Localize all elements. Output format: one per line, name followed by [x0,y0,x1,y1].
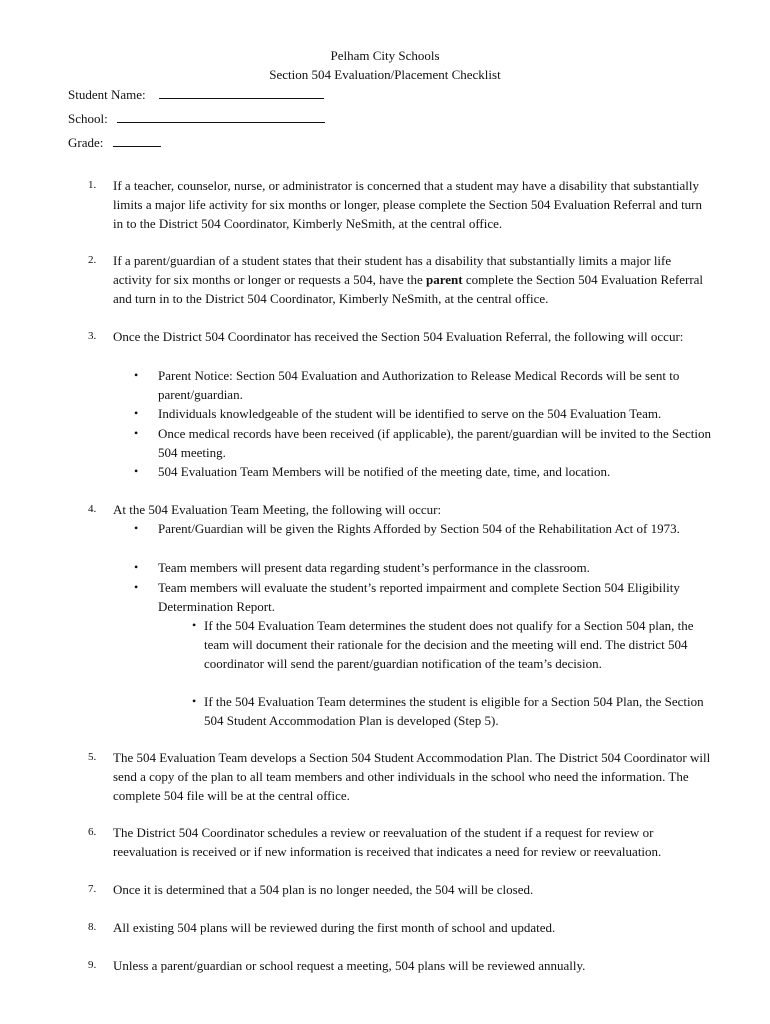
bullet-icon: • [134,521,139,535]
item-number-5: 5. [88,751,97,763]
item-number-2: 2. [88,254,97,266]
item-number-6: 6. [88,826,97,838]
item-3-bullet-3: Once medical records have been received (if applicable), the parent/guardian will be invited to the Section 504 meeting. [158,426,711,460]
item-4-sub-bullet-2: If the 504 Evaluation Team determines the student is eligible for a Section 504 Plan, the Section 504 Student Accommodation Plan is developed (Step 5). [204,694,704,728]
item-text-2a: If a parent/guardian of a student states that their student has a disability that substantially limits a major life activity for six months or longer or requests a 504, have the [113,253,672,287]
item-4-bullet-3: Team members will evaluate the student’s reported impairment and complete Section 504 Eligibility Determination Report. [158,580,680,614]
student-name-field[interactable] [159,98,324,99]
item-text-1: If a teacher, counselor, nurse, or administrator is concerned that a student may have a disability that substantially limits a major life activity for six months or longer, please complete the Section 504 Evaluation Referral and turn in to the District 504 Coordinator, Kimberly NeSmith, at the central office. [113,178,703,231]
sub-bullet-icon: • [192,694,197,708]
item-text-8: All existing 504 plans will be reviewed during the first month of school and updated. [113,920,556,935]
item-3-bullet-2: Individuals knowledgeable of the student will be identified to serve on the 504 Evaluation Team. [158,406,662,421]
bullet-icon: • [134,406,139,420]
document-title: Section 504 Evaluation/Placement Checklist [269,67,501,82]
sub-bullet-icon: • [192,618,197,632]
item-4-bullet-1: Parent/Guardian will be given the Rights Afforded by Section 504 of the Rehabilitation Act of 1973. [158,521,680,536]
item-text-2c: complete the Section 504 Evaluation Referral and turn in to the District 504 Coordinator, Kimberly NeSmith, at the central office. [113,272,704,306]
bullet-icon: • [134,464,139,478]
bullet-icon: • [134,426,139,440]
item-text-9: Unless a parent/guardian or school request a meeting, 504 plans will be reviewed annually. [113,958,586,973]
school-field[interactable] [117,122,325,123]
item-text-6: The District 504 Coordinator schedules a review or reevaluation of the student if a request for review or reevaluation is received or if new information is received that indicates a need for review or reevaluation. [113,825,662,859]
district-name: Pelham City Schools [330,48,440,63]
grade-label: Grade: [68,135,104,150]
item-number-4: 4. [88,503,97,515]
item-number-7: 7. [88,883,97,895]
item-text-7: Once it is determined that a 504 plan is no longer needed, the 504 will be closed. [113,882,534,897]
school-label: School: [68,111,108,126]
student-name-label: Student Name: [68,87,146,102]
item-3-bullet-1: Parent Notice: Section 504 Evaluation and Authorization to Release Medical Records will be sent to parent/guardian. [158,368,680,402]
item-text-2-bold: parent [426,272,463,287]
bullet-icon: • [134,580,139,594]
item-text-2 [113,251,713,308]
item-number-9: 9. [88,959,97,971]
bullet-icon: • [134,368,139,382]
item-text-3: Once the District 504 Coordinator has received the Section 504 Evaluation Referral, the following will occur: [113,329,684,344]
item-4-bullet-2: Team members will present data regarding student’s performance in the classroom. [158,560,590,575]
item-text-4: At the 504 Evaluation Team Meeting, the following will occur: [113,502,442,517]
item-number-3: 3. [88,330,97,342]
item-number-1: 1. [88,179,97,191]
grade-field[interactable] [113,146,161,147]
item-4-sub-bullet-1: If the 504 Evaluation Team determines the student does not qualify for a Section 504 plan, the team will document their rationale for the decision and the meeting will end. The district 504 coordinator will send the parent/guardian notification of the team’s decision. [204,618,694,671]
item-text-5: The 504 Evaluation Team develops a Section 504 Student Accommodation Plan. The District 504 Coordinator will send a copy of the plan to all team members and other individuals in the school who need the information. The complete 504 file will be at the central office. [113,750,711,803]
item-3-bullet-4: 504 Evaluation Team Members will be notified of the meeting date, time, and location. [158,464,611,479]
item-number-8: 8. [88,921,97,933]
bullet-icon: • [134,560,139,574]
